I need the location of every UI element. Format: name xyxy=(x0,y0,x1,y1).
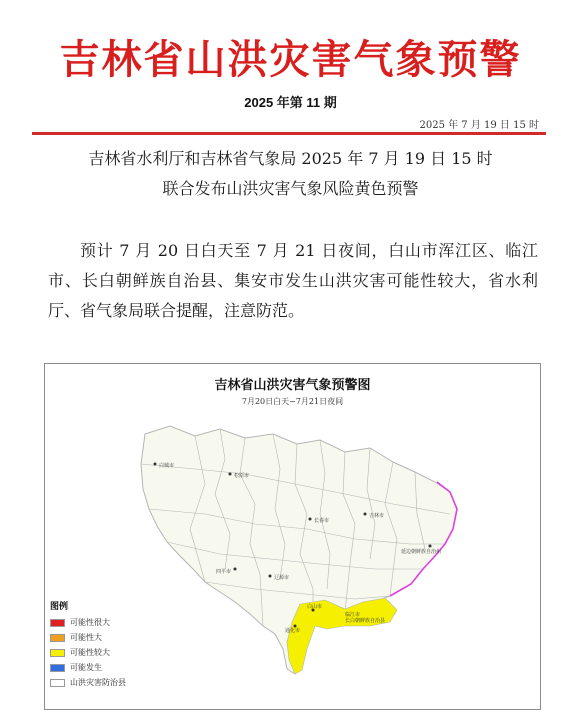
city-label-linjiang: 临江市 xyxy=(345,612,361,618)
city-label-siping: 四平市 xyxy=(216,569,232,575)
city-label-yanbian: 延边朝鲜族自治州 xyxy=(401,549,442,555)
city-label-jilin: 吉林市 xyxy=(369,513,385,519)
legend-swatch xyxy=(50,664,65,672)
legend-label: 可能性较大 xyxy=(70,648,110,657)
city-label-liaoyuan: 辽源市 xyxy=(274,575,290,581)
map-subtitle: 7月20日白天~7月21日夜间 xyxy=(241,397,344,406)
legend-label: 可能性很大 xyxy=(70,618,110,627)
issue-datetime: 2025 年 7 月 19 日 15 时 xyxy=(419,120,539,131)
city-label-changbai: 长白朝鲜族自治县 xyxy=(345,618,386,624)
city-label-baishan: 白山市 xyxy=(307,604,323,610)
document-title: 吉林省山洪灾害气象预警 xyxy=(59,36,522,83)
warning-zone-yellow xyxy=(287,598,397,674)
legend-item-high xyxy=(50,630,200,645)
legend-label: 可能发生 xyxy=(70,663,102,672)
legend-item-possible xyxy=(50,660,200,675)
legend-swatch xyxy=(50,679,65,687)
map-legend xyxy=(50,599,200,690)
city-label-songyuan: 松原市 xyxy=(234,473,250,479)
legend-item-fairly-high xyxy=(50,645,200,660)
city-label-changchun: 长春市 xyxy=(314,518,330,524)
city-label-baicheng: 白城市 xyxy=(159,463,175,469)
legend-swatch xyxy=(50,634,65,642)
map-title: 吉林省山洪灾害气象预警图 xyxy=(214,378,371,393)
warning-heading-line2: 联合发布山洪灾害气象风险黄色预警 xyxy=(162,179,419,198)
city-label-tonghua: 通化市 xyxy=(285,628,301,634)
warning-map xyxy=(44,363,541,710)
legend-item-very-high xyxy=(50,615,200,630)
legend-label: 可能性大 xyxy=(70,633,102,642)
header-rule xyxy=(32,132,546,135)
legend-title: 图例 xyxy=(50,602,69,612)
legend-swatch xyxy=(50,619,65,627)
warning-body: 预计 7 月 20 日白天至 7 月 21 日夜间，白山市浑江区、临江市、长白朝鲜族自治县、集安市发生山洪灾害可能性较大，省水利厅、省气象局联合提醒，注意防范。 xyxy=(48,241,538,320)
legend-label: 山洪灾害防治县 xyxy=(70,678,126,687)
legend-item-prevention-county xyxy=(50,675,200,690)
warning-heading-line1: 吉林省水利厅和吉林省气象局 2025 年 7 月 19 日 15 时 xyxy=(88,149,493,168)
legend-swatch xyxy=(50,649,65,657)
issue-number: 2025 年第 11 期 xyxy=(244,95,337,110)
